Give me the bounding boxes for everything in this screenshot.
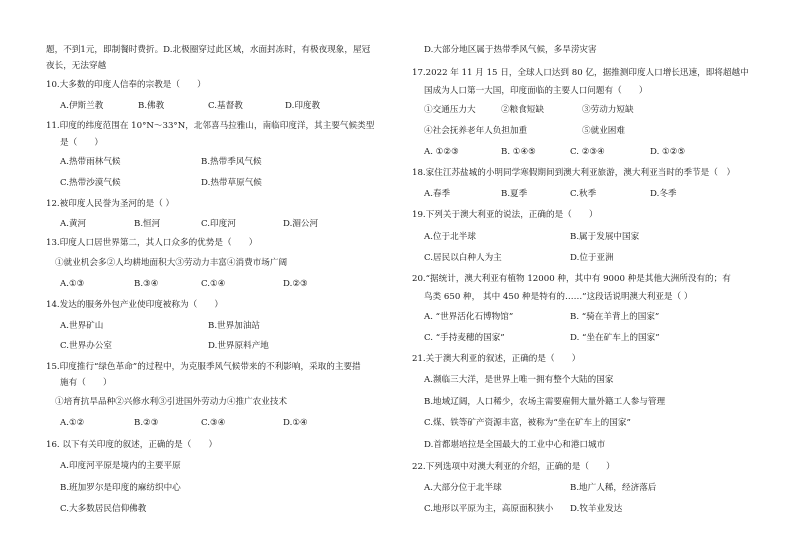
q13-option-a[interactable]: A.①③: [60, 279, 85, 289]
q10-stem: 10.大多数的印度人信奉的宗教是（ ）: [46, 80, 206, 90]
q10-option-a[interactable]: A.伊斯兰教: [60, 101, 104, 111]
q14-option-c[interactable]: C.世界办公室: [60, 341, 112, 351]
q14-option-a[interactable]: A.世界矿山: [60, 321, 104, 331]
q14-option-b[interactable]: B.世界加油站: [208, 321, 261, 331]
q15-option-d[interactable]: D.①④: [283, 418, 308, 428]
q19-option-b[interactable]: B.属于发展中国家: [570, 232, 640, 242]
q19-option-a[interactable]: A.位于北半球: [424, 232, 476, 242]
q22-option-d[interactable]: D.牧羊业发达: [570, 504, 623, 514]
q12-option-c[interactable]: C.印度河: [201, 219, 236, 229]
q13-option-b[interactable]: B.③④: [134, 279, 159, 289]
q21-option-d[interactable]: D.首都堪培拉是全国最大的工业中心和港口城市: [424, 440, 606, 450]
q22-option-b[interactable]: B.地广人稀，经济落后: [570, 483, 657, 493]
q10-option-b[interactable]: B.佛教: [138, 101, 165, 111]
q11-option-d[interactable]: D.热带草原气候: [201, 178, 262, 188]
q18-option-c[interactable]: C.秋季: [570, 189, 597, 199]
q16-option-c[interactable]: C.大多数居民信仰佛教: [60, 504, 147, 514]
q17-option-a[interactable]: A. ①②③: [424, 147, 459, 157]
q15-stem-line-2: 施有（ ）: [60, 378, 112, 388]
q17-item-5: ⑤就业困难: [582, 126, 625, 136]
q14-option-d[interactable]: D.世界原料产地: [208, 341, 269, 351]
q19-stem: 19.下列关于澳大利亚的说法，正确的是（ ）: [412, 210, 598, 220]
q15-option-b[interactable]: B.②③: [134, 418, 159, 428]
q20-stem-line-2: 鸟类 650 种， 其中 450 种是特有的……”这段话说明澳大利亚是（ ）: [424, 292, 693, 302]
q21-option-c[interactable]: C.煤、铁等矿产资源丰富，被称为“坐在矿车上的国家”: [424, 418, 631, 428]
q20-option-d[interactable]: D. “坐在矿车上的国家”: [570, 333, 660, 343]
q21-option-a[interactable]: A.濒临三大洋，是世界上唯一拥有整个大陆的国家: [424, 375, 614, 385]
q18-option-b[interactable]: B.夏季: [501, 189, 528, 199]
q11-option-b[interactable]: B.热带季风气候: [201, 157, 262, 167]
q21-option-b[interactable]: B.地域辽阔，人口稀少，农场主需要雇佣大量外籍工人参与管理: [424, 397, 666, 407]
q16-option-b[interactable]: B.班加罗尔是印度的麻纺织中心: [60, 483, 181, 493]
q20-option-b[interactable]: B. “骑在羊背上的国家”: [570, 312, 660, 322]
q10-option-d[interactable]: D.印度教: [285, 101, 321, 111]
q17-stem-line-1: 17.2022 年 11 月 15 日，全球人口达到 80 亿，据推测印度人口增长迅速，即将超越中: [412, 68, 749, 78]
q18-stem: 18.家住江苏盐城的小明同学寒假期间到澳大利亚旅游，澳大利亚当时的季节是（ ）: [412, 168, 736, 178]
q12-option-a[interactable]: A.黄河: [60, 219, 87, 229]
q13-stem: 13.印度人口居世界第二，其人口众多的优势是（ ）: [46, 238, 258, 248]
q17-item-4: ④社会抚养老年人负担加重: [424, 126, 528, 136]
q22-option-c[interactable]: C.地形以平原为主，高原面积狭小: [424, 504, 554, 514]
q22-stem: 22.下列选项中对澳大利亚的介绍，正确的是（ ）: [412, 462, 615, 472]
q11-option-c[interactable]: C.热带沙漠气候: [60, 178, 121, 188]
q11-stem-line-2: 是（ ）: [60, 138, 103, 148]
q14-stem: 14.发达的服务外包产业使印度被称为（ ）: [46, 300, 223, 310]
q13-items: ①就业机会多②人均耕地面积大③劳动力丰富④消费市场广阔: [55, 258, 288, 268]
q17-stem-line-2: 国成为人口第一大国，印度面临的主要人口问题有（ ）: [424, 86, 648, 96]
q10-option-c[interactable]: C.基督教: [208, 101, 243, 111]
q19-option-c[interactable]: C.居民以白种人为主: [424, 253, 502, 263]
q19-option-d[interactable]: D.位于亚洲: [570, 253, 614, 263]
q20-option-c[interactable]: C. “手持麦穗的国家”: [424, 333, 505, 343]
q11-option-a[interactable]: A.热带雨林气候: [60, 157, 121, 167]
q18-option-d[interactable]: D.冬季: [650, 189, 677, 199]
q21-stem: 21.关于澳大利亚的叙述，正确的是（ ）: [412, 354, 581, 364]
q22-option-a[interactable]: A.大部分位于北半球: [424, 483, 502, 493]
intro-line-1: 题，不到1元，即制餐时费折。D.北极圈穿过此区域，水面封冻时，有极夜现象，屋冠: [46, 45, 371, 55]
q20-option-a[interactable]: A. “世界活化石博物馆”: [424, 312, 514, 322]
q17-option-c[interactable]: C. ②③④: [570, 147, 605, 157]
intro-line-2: 夜长，无法穿越: [46, 61, 107, 71]
q15-option-a[interactable]: A.①②: [60, 418, 85, 428]
q20-stem-line-1: 20.“据统计，澳大利亚有植物 12000 种，其中有 9000 种是其他大洲所没有的；有: [412, 274, 731, 284]
q15-stem-line-1: 15.印度推行“绿色革命”的过程中，为克服季风气候带来的不利影响，采取的主要措: [46, 362, 361, 372]
q16-option-d[interactable]: D.大部分地区属于热带季风气候，多旱涝灾害: [424, 45, 597, 55]
q12-option-b[interactable]: B.恒河: [134, 219, 161, 229]
q17-item-1: ①交通压力大: [424, 105, 476, 115]
q15-option-c[interactable]: C.③④: [201, 418, 226, 428]
q15-items: ①培育抗旱品种②兴修水利③引进国外劳动力④推广农业技术: [55, 397, 288, 407]
q12-option-d[interactable]: D.湄公河: [283, 219, 319, 229]
q17-item-3: ③劳动力短缺: [582, 105, 634, 115]
q16-option-a[interactable]: A.印度河平原是境内的主要平原: [60, 461, 181, 471]
q13-option-c[interactable]: C.①④: [201, 279, 226, 289]
q17-option-d[interactable]: D. ①②⑤: [650, 147, 686, 157]
q17-item-2: ②粮食短缺: [501, 105, 544, 115]
q12-stem: 12.被印度人民誉为圣河的是（ ）: [46, 199, 175, 209]
q13-option-d[interactable]: D.②③: [283, 279, 308, 289]
q17-option-b[interactable]: B. ①④⑤: [501, 147, 536, 157]
q11-stem-line-1: 11.印度的纬度范围在 10°N～33°N，北邻喜马拉雅山，南临印度洋，其主要气候类型: [46, 121, 375, 131]
q16-stem: 16. 以下有关印度的叙述，正确的是（ ）: [46, 440, 218, 450]
q18-option-a[interactable]: A.春季: [424, 189, 451, 199]
